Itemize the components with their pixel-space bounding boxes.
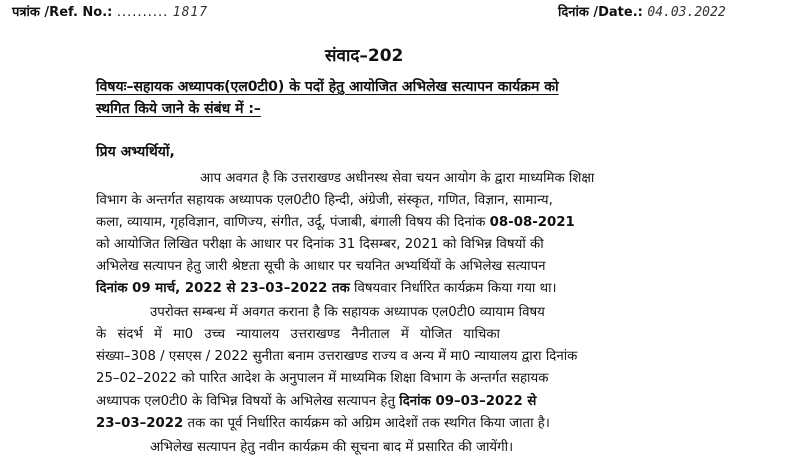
para1-line5: अभिलेख सत्यापन हेतु जारी श्रेष्टता सूची के आधार पर चयनित अभ्यर्थियों के अभिलेख सत्यापन <box>96 259 546 274</box>
document-title: संवाद–202 <box>325 46 404 66</box>
date-value: 04.03.2022 <box>647 5 726 20</box>
para3-line1: अभिलेख सत्यापन हेतु नवीन कार्यक्रम की सूचना बाद में प्रसारित की जायेंगी। <box>150 440 514 455</box>
para2-line5-text: अध्यापक एल0टी0 के विभिन्न विषयों के अभिलेख सत्यापन हेतु <box>96 394 400 409</box>
para1-line3 <box>96 212 575 230</box>
para2-line5 <box>96 391 536 409</box>
para2-line6-date: 23–03–2022 <box>96 416 184 431</box>
para1-line6 <box>96 278 557 296</box>
para1-line4: को आयोजित लिखित परीक्षा के आधार पर दिनांक 31 दिसम्बर, 2021 को विभिन्न विषयों की <box>96 237 544 252</box>
para1-line2: विभाग के अन्तर्गत सहायक अध्यापक एल0टी0 हिन्दी, अंग्रेजी, संस्कृत, गणित, विज्ञान, सामान्य, <box>96 193 553 208</box>
para1-line3-text: कला, व्यायाम, गृहविज्ञान, वाणिज्य, संगीत, उर्दू, पंजाबी, बंगाली विषय की दिनांक <box>96 215 490 230</box>
date-label: दिनांक /Date.: <box>558 5 643 20</box>
ref-dots: .......... <box>116 5 169 20</box>
para2-line2: के संदर्भ में मा0 उच्च न्यायालय उत्तराखण्ड नैनीताल में योजित याचिका <box>96 327 500 342</box>
subject-text-1: विषयः–सहायक अध्यापक(एल0टी0) के पदों हेतु आयोजित अभिलेख सत्यापन कार्यक्रम को <box>96 79 559 95</box>
subject-line-2 <box>96 99 261 118</box>
para2-line6-text: तक का पूर्व निर्धारित कार्यक्रम को अग्रिम आदेशों तक स्थगित किया जाता है। <box>183 416 550 431</box>
reference-number <box>12 2 208 20</box>
para2-line6 <box>96 413 550 431</box>
salutation: प्रिय अभ्यर्थियों, <box>96 144 175 160</box>
para1-line6-text: विषयवार निर्धारित कार्यक्रम किया गया था। <box>349 281 557 296</box>
para1-line6-dates: दिनांक 09 मार्च, 2022 से 23–03–2022 तक <box>96 281 350 296</box>
para2-line5-dates: दिनांक 09–03–2022 से <box>399 394 537 409</box>
document-date <box>558 2 726 20</box>
para2-line1: उपरोक्त सम्बन्ध में अवगत कराना है कि सहायक अध्यापक एल0टी0 व्यायाम विषय <box>150 305 545 320</box>
para2-line4: 25–02–2022 को पारित आदेश के अनुपालन में माध्यमिक शिक्षा विभाग के अन्तर्गत सहायक <box>96 371 549 386</box>
para1-line1: आप अवगत है कि उत्तराखण्ड अधीनस्थ सेवा चयन आयोग के द्वारा माध्यमिक शिक्षा <box>200 171 595 186</box>
ref-number-value: 1817 <box>172 5 209 20</box>
para2-line3: संख्या–308 / एसएस / 2022 सुनीता बनाम उत्तराखण्ड राज्य व अन्य में मा0 न्यायालय द्वारा दिनांक <box>96 349 578 364</box>
subject-line-1 <box>96 77 559 96</box>
para1-line3-date: 08-08-2021 <box>489 215 575 230</box>
subject-text-2: स्थगित किये जाने के संबंध में :– <box>96 101 261 117</box>
ref-label: पत्रांक /Ref. No.: <box>12 5 113 20</box>
